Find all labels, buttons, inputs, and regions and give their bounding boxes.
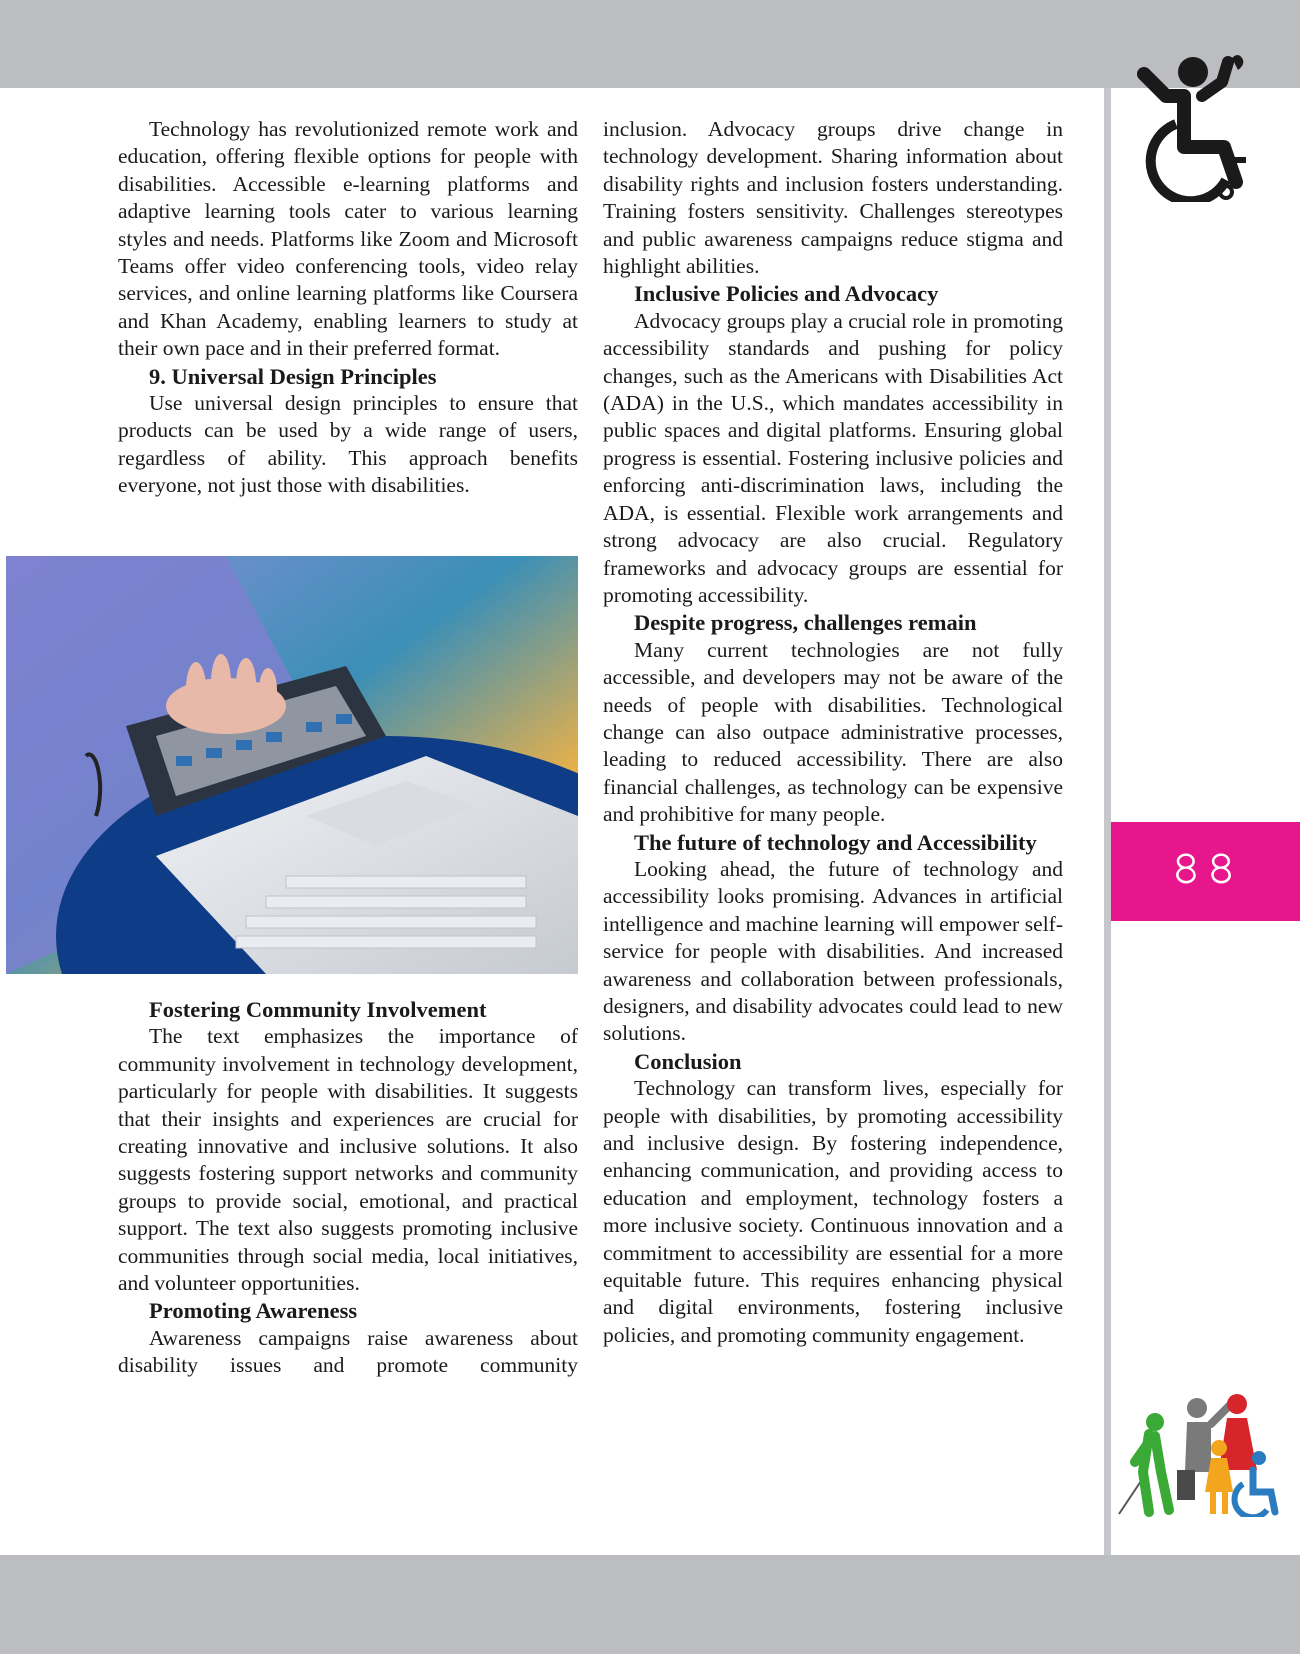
heading-inclusive-policies: Inclusive Policies and Advocacy <box>634 281 939 307</box>
paragraph-community-involvement: The text emphasizes the importance of community involvement in technology development, particularly for people with disabilities. It suggests that their insights and experiences are crucial for creating innovative and inclusive solutions. It also suggests fostering support networks and community groups to provide social, emotional, and practical support. The text also suggests promoting inclusive communities through social media, local initiatives, and volunteer opportunities. <box>118 1024 578 1296</box>
left-column-bottom <box>118 996 578 1380</box>
sidebar-divider <box>1104 88 1111 1555</box>
page-number: ৪৪ <box>1170 840 1241 896</box>
paragraph-inclusive-policies: Advocacy groups play a crucial role in promoting accessibility standards and pushing for policy changes, such as the Americans with Disabilities Act (ADA) in the U.S., which mandates accessibility in public spaces and digital platforms. Ensuring global progress is essential. Fostering inclusive policies and enforcing anti-discrimination laws, including the ADA, is essential. Flexible work arrangements and strong advocacy are also crucial. Regulatory frameworks and advocacy groups are essential for promoting accessibility. <box>603 308 1063 607</box>
heading-challenges: Despite progress, challenges remain <box>634 610 977 636</box>
paragraph-future: Looking ahead, the future of technology and accessibility looks promising. Advances in artificial intelligence and machine learning will empower self-service for people with disabilities. And increased awareness and collaboration between professionals, designers, and disability advocates could lead to new solutions. <box>603 856 1063 1046</box>
heading-promoting-awareness: Promoting Awareness <box>149 1298 358 1324</box>
heading-conclusion: Conclusion <box>634 1048 742 1074</box>
heading-community-involvement: Fostering Community Involvement <box>149 997 487 1022</box>
paragraph-challenges: Many current technologies are not fully accessible, and developers may not be aware of the needs of people with disabilities. Technological change can also outpace administrative processes, leading to reduced accessibility. There are also financial challenges, as technology can be expensive and prohibitive for many people. <box>603 637 1063 827</box>
left-column-top <box>118 116 578 500</box>
heading-universal-design: 9. Universal Design Principles <box>149 363 437 389</box>
wheelchair-user-icon <box>1124 52 1254 202</box>
footer-band <box>0 1555 1300 1654</box>
paragraph-promoting-awareness: Awareness campaigns raise awareness about disability issues and promote community <box>118 1325 578 1378</box>
paragraph-universal-design: Use universal design principles to ensure that products can be used by a wide range of users, regardless of ability. This approach benefits everyone, not just those with disabilities. <box>118 391 578 498</box>
page-number-tab <box>1111 822 1300 921</box>
braille-device-photo <box>6 556 578 974</box>
paragraph-remote-work: Technology has revolutionized remote work and education, offering flexible options for people with disabilities. Accessible e-learning platforms and adaptive learning tools cater to various learning styles and needs. Platforms like Zoom and Microsoft Teams offer video conferencing tools, video relay services, and online learning platforms like Coursera and Khan Academy, enabling learners to study at their own pace and in their preferred format. <box>118 117 578 361</box>
header-band <box>0 0 1300 88</box>
paragraph-conclusion: Technology can transform lives, especially for people with disabilities, by promoting accessibility and inclusive design. By fostering independence, enhancing communication, and providing access to education and employment, technology fosters a more inclusive society. Continuous innovation and a commitment to accessibility are essential for a more equitable future. This requires enhancing physical and digital environments, fostering inclusive policies, and promoting community engagement. <box>603 1076 1063 1347</box>
diverse-disabilities-icon <box>1115 1392 1280 1517</box>
paragraph-inclusion-continued: inclusion. Advocacy groups drive change in technology development. Sharing information about disability rights and inclusion fosters understanding. Training fosters sensitivity. Challenges stereotypes and public awareness campaigns reduce stigma and highlight abilities. <box>603 117 1063 279</box>
right-column <box>603 116 1063 1349</box>
heading-future: The future of technology and Accessibility <box>634 829 1037 855</box>
